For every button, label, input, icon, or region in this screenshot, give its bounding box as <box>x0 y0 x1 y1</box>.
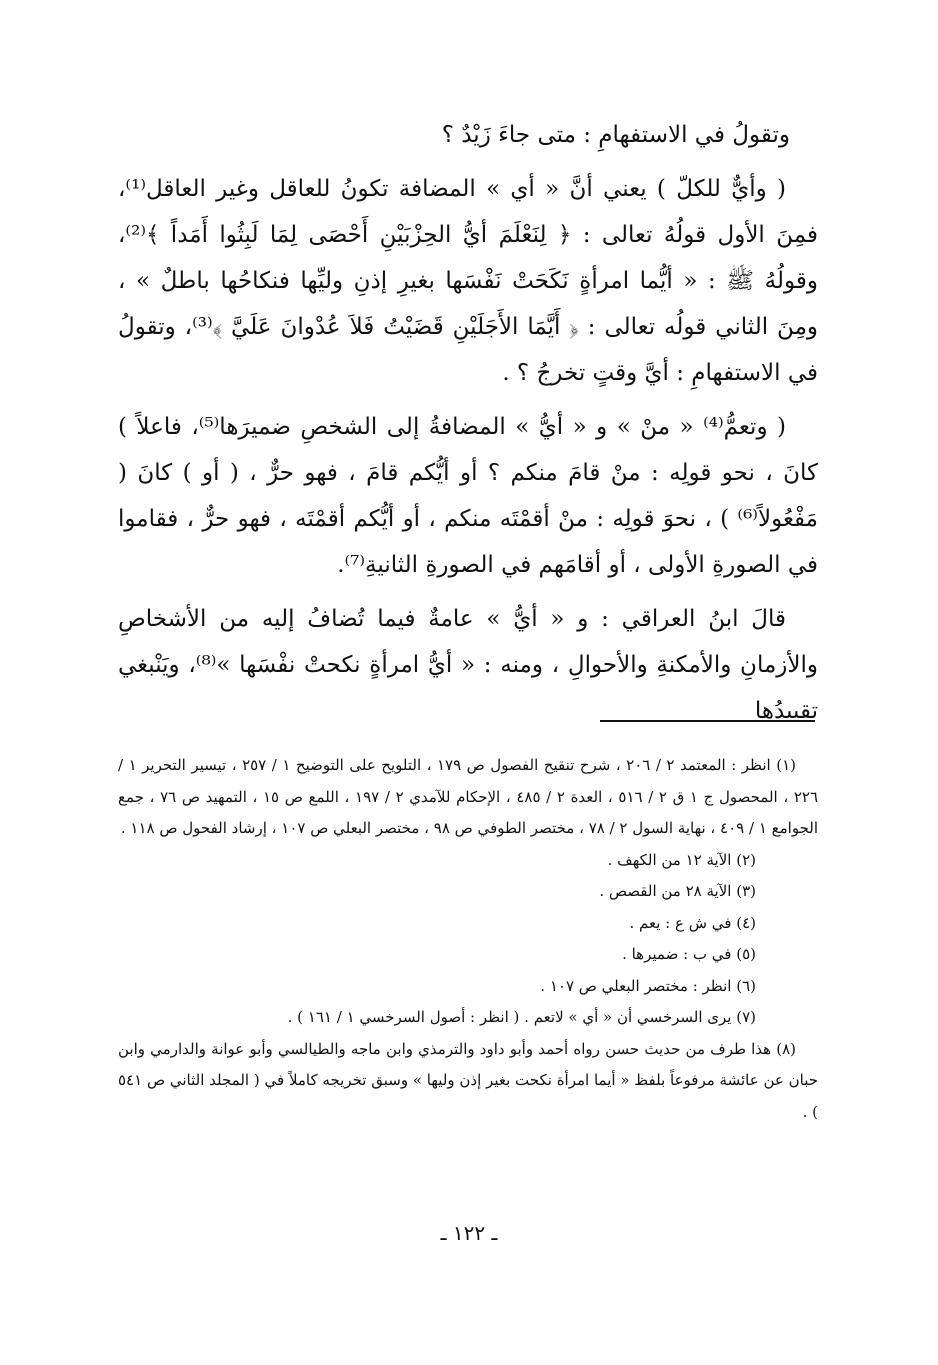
page-number: ـ ١٢٢ ـ <box>440 1221 498 1245</box>
paragraph: ( وتعمُّ⁽⁴⁾ « منْ » و « أيُّ » المضافةُ إلى الشخصِ ضميرَها⁽⁵⁾، فاعلاً ) كانَ ، نحو قولِه : منْ قامَ منكم ؟ أو أيُّكم قامَ ، فهو حرٌّ ، ( أو ) كانَ ( مَفْعُولاً⁽⁶⁾ ) ، نحوَ قولِه : منْ أقمْتَه منكم ، أو أيُّكم أقمْتَه ، فهو حرٌّ ، فقاموا في الصورةِ الأولى ، أو أقامَهم في الصورةِ الثانيةِ⁽⁷⁾. <box>118 414 818 578</box>
main-text-block <box>118 112 818 742</box>
footnote: (٦) انظر : مختصر البعلي ص ١٠٧ . <box>540 976 756 995</box>
paragraph: قالَ ابنُ العراقي : و « أيُّ » عامةٌ فيما تُضافُ إليه من الأشخاصِ والأزمانِ والأمكنةِ والأحوالِ ، ومنه : « أيُّ امرأةٍ نكحتْ نفْسَها »⁽⁸⁾، ويَنْبغي تقييدُها <box>118 606 818 724</box>
footnote: (٢) الآية ١٢ من الكهف . <box>607 850 756 869</box>
footnote: (٤) في ش ع : يعم . <box>629 913 756 932</box>
footnote: (٧) يرى السرخسي أن « أي » لاتعم . ( انظر : أصول السرخسي ١ / ١٦١ ) . <box>287 1008 756 1026</box>
footnote: (٨) هذا طرف من حديث حسن رواه أحمد وأبو داود والترمذي وابن ماجه والطيالسي وأبو عوانة والدارمي وابن حبان عن عائشة مرفوعاً بلفظ « أيما امرأة نكحت بغير إذن وليها » وسبق تخريجه كاملاً في ( المجلد الثاني ص ٥٤١ ) . <box>118 1039 818 1121</box>
footnote: (٣) الآية ٢٨ من القصص . <box>599 882 756 900</box>
footnotes-block <box>118 750 818 1128</box>
footnote-separator <box>600 720 815 722</box>
paragraph: وتقولُ في الاستفهامِ : متى جاءَ زَيْدٌ ؟ <box>441 122 790 148</box>
paragraph: ( وأيٌّ للكلّ ) يعني أنَّ « أي » المضافة تكونُ للعاقل وغير العاقل⁽¹⁾، فمِنَ الأول قولُهُ تعالى : ﴿ لِنَعْلَمَ أيُّ الحِزْبَيْنِ أَحْصَى لِمَا لَبِثُوا أَمَداً ﴾⁽²⁾، وقولُهُ ﷺ : « أيُّما امرأةٍ نَكَحَتْ نَفْسَها بغيرِ إذنِ وليِّها فنكاحُها باطلٌ » ، ومِنَ الثاني قولُه تعالى : ﴿ أَيَّمَا الأَجَلَيْنِ قَضَيْتُ فَلاَ عُدْوانَ عَلَيَّ ﴾⁽³⁾، وتقولُ في الاستفهامِ : أيَّ وقتٍ تخرجُ ؟ . <box>118 176 818 386</box>
footnote: (١) انظر : المعتمد ٢ / ٢٠٦ ، شرح تنقيح الفصول ص ١٧٩ ، التلويح على التوضيح ١ / ٢٥٧ ، تيسير التحرير ١ / ٢٢٦ ، المحصول ج ١ ق ٢ / ٥١٦ ، العدة ٢ / ٤٨٥ ، الإحكام للآمدي ٢ / ١٩٧ ، اللمع ص ١٥ ، التمهيد ص ٧٦ ، جمع الجوامع ١ / ٤٠٩ ، نهاية السول ٢ / ٧٨ ، مختصر الطوفي ص ٩٨ ، مختصر البعلي ص ١٠٧ ، إرشاد الفحول ص ١١٨ . <box>118 756 818 837</box>
footnote: (٥) في ب : ضميرها . <box>622 945 756 963</box>
